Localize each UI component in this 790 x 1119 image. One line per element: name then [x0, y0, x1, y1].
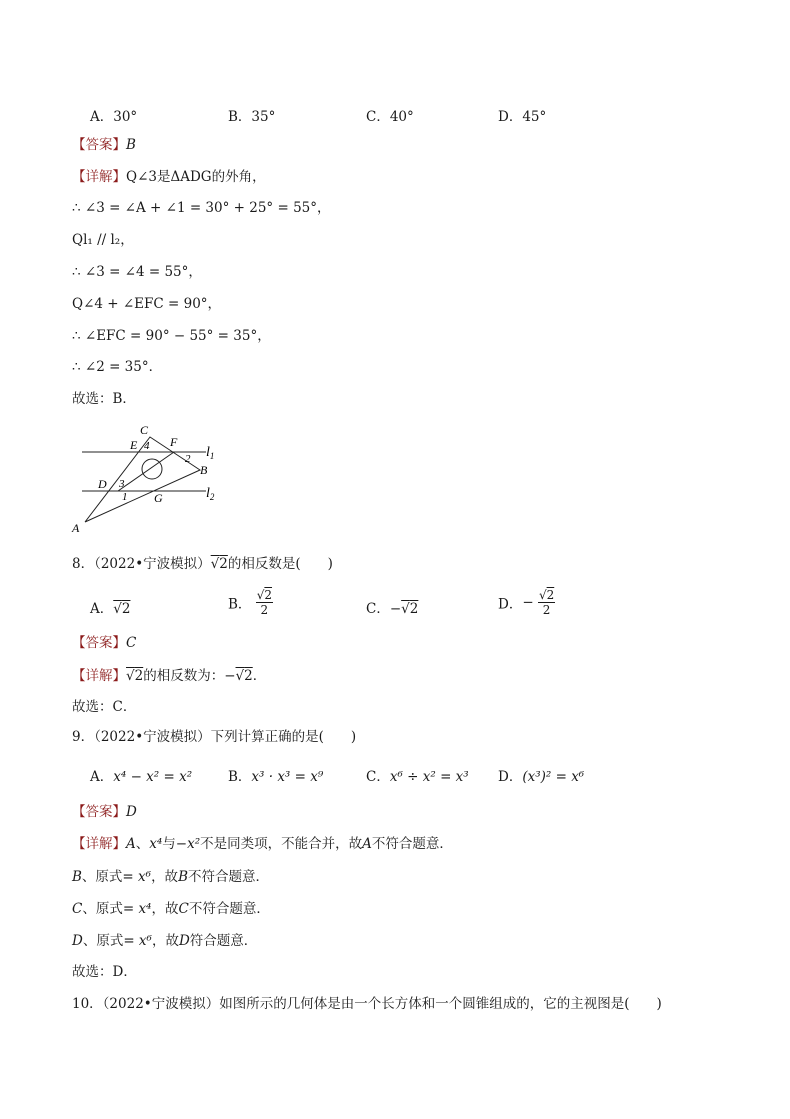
q10-stem: 10．（2022•宁波模拟）如图所示的几何体是由一个长方体和一个圆锥组成的，它的主视图是( )	[72, 996, 662, 1012]
label-f: F	[170, 435, 178, 449]
q8-stem: 8．（2022•宁波模拟）√2的相反数是( )	[72, 556, 333, 572]
q7-option-b: B．35°	[228, 109, 276, 125]
q7-detail-line-1: 【详解】Q∠3是ΔADG的外角，	[72, 169, 266, 185]
q9-detail-c: C、原式= x⁴，故C不符合题意．	[72, 901, 270, 917]
q8-option-c: C．−√2	[366, 601, 419, 617]
q8-option-a: A．√2	[90, 601, 131, 617]
q8-option-b: B． $\frac{√2}{2}$	[228, 588, 273, 617]
q8-detail: 【详解】√2的相反数为：−√2．	[72, 668, 267, 684]
q7-geometry-figure	[68, 418, 228, 536]
q8-option-d: D．− $\frac{√2}{2}$	[498, 588, 555, 617]
q7-detail-line-6: ∴ ∠EFC = 90° − 55° = 35°，	[72, 328, 271, 344]
label-e: E	[130, 438, 138, 452]
label-l2: $l_2$	[206, 486, 215, 502]
q7-detail-line-3: Ql₁ // l₂，	[72, 232, 134, 248]
q9-detail-d: D、原式= x⁶，故D符合题意．	[72, 933, 258, 949]
q7-option-c: C．40°	[366, 109, 414, 125]
q9-option-b: B．x³ · x³ = x⁹	[228, 769, 324, 785]
q9-choose: 故选：D．	[72, 964, 137, 980]
q9-detail-b: B、原式= x⁶，故B不符合题意．	[72, 869, 269, 885]
q9-stem: 9．（2022•宁波模拟）下列计算正确的是( )	[72, 729, 357, 745]
q9-answer: 【答案】D	[72, 804, 137, 820]
label-angle-3: 3	[119, 478, 125, 490]
label-angle-1: 1	[122, 491, 128, 503]
q7-answer: 【答案】B	[72, 137, 136, 153]
label-c: C	[140, 423, 149, 437]
q8-answer: 【答案】C	[72, 635, 137, 651]
q7-detail-line-5: Q∠4 + ∠EFC = 90°，	[72, 296, 222, 312]
circle-mark	[142, 459, 162, 479]
q9-option-d: D．(x³)² = x⁶	[498, 769, 585, 785]
q8-choose: 故选：C．	[72, 699, 137, 715]
q7-detail-line-7: ∴ ∠2 = 35°．	[72, 359, 163, 375]
q7-detail-line-4: ∴ ∠3 = ∠4 = 55°，	[72, 264, 202, 280]
label-angle-2: 2	[185, 453, 191, 465]
q7-choose: 故选：B．	[72, 391, 136, 407]
label-a: A	[72, 521, 80, 535]
q7-option-d: D．45°	[498, 109, 547, 125]
label-angle-4: 4	[144, 440, 150, 452]
q9-option-a: A．x⁴ − x² = x²	[90, 769, 193, 785]
q9-option-c: C．x⁶ ÷ x² = x³	[366, 769, 469, 785]
label-b: B	[200, 463, 208, 477]
q9-detail-a: 【详解】A、x⁴与−x²不是同类项，不能合并，故A不符合题意．	[72, 836, 453, 852]
q7-detail-line-2: ∴ ∠3 = ∠A + ∠1 = 30° + 25° = 55°，	[72, 200, 331, 216]
label-g: G	[154, 491, 163, 505]
label-d: D	[98, 477, 107, 491]
q7-option-a: A．30°	[90, 109, 138, 125]
label-l1: $l_1$	[206, 445, 215, 461]
